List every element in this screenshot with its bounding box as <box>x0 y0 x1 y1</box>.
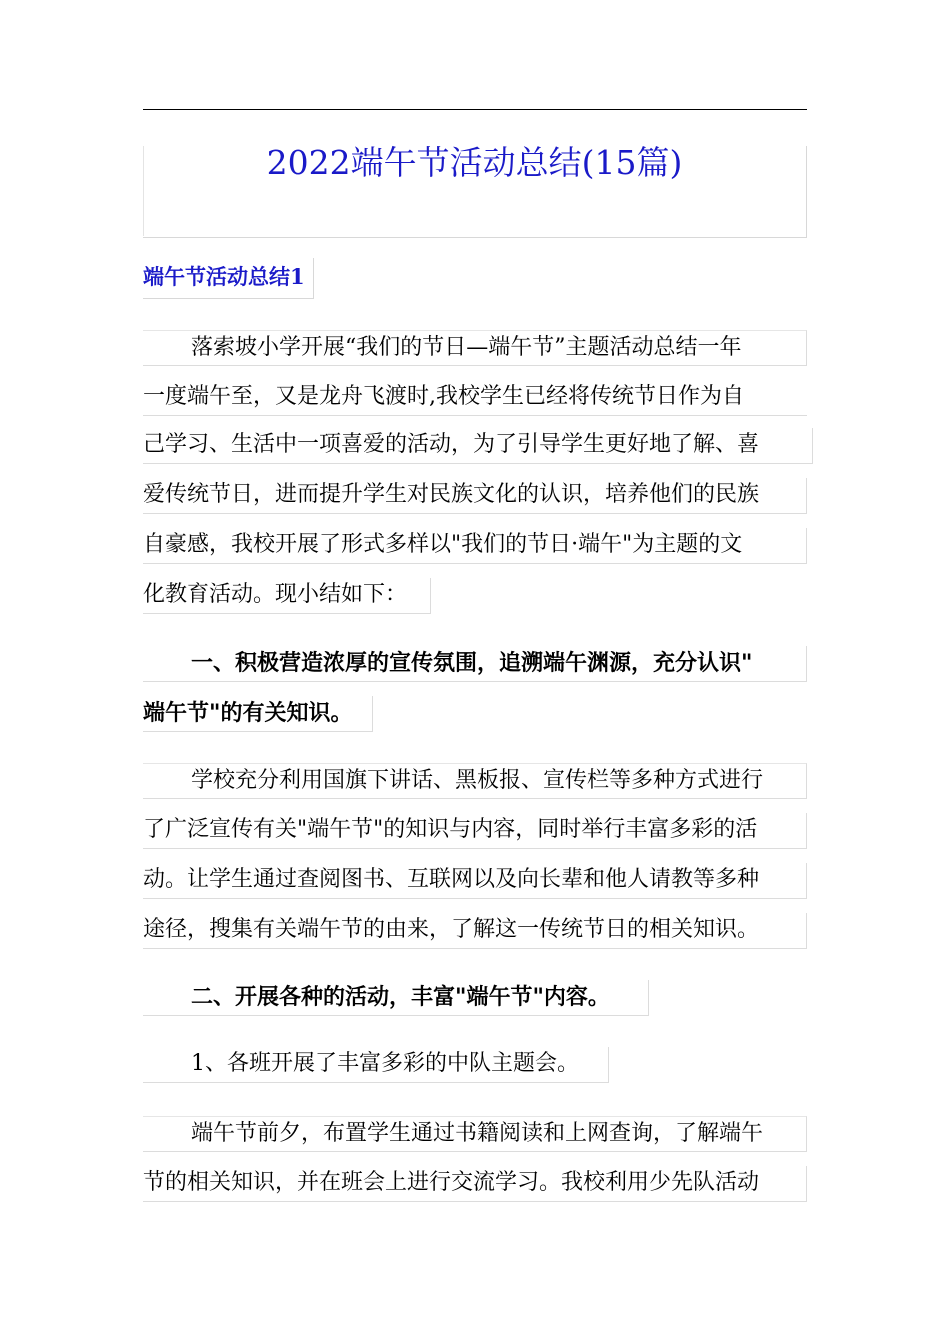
section-heading: 端午节活动总结1 <box>143 258 314 299</box>
paragraph-1-line-3: 己学习、生活中一项喜爱的活动，为了引导学生更好地了解、喜 <box>143 428 813 464</box>
top-rule <box>143 109 807 110</box>
paragraph-1-line-4: 爱传统节日，进而提升学生对民族文化的认识，培养他们的民族 <box>143 478 807 514</box>
document-title: 2022端午节活动总结(15篇) <box>266 143 683 182</box>
paragraph-1-line-1: 落索坡小学开展“我们的节日—端午节”主题活动总结一年 <box>143 330 807 366</box>
paragraph-2-line-1: 学校充分利用国旗下讲话、黑板报、宣传栏等多种方式进行 <box>143 763 807 799</box>
title-box <box>143 143 807 238</box>
paragraph-2-line-3: 动。让学生通过查阅图书、互联网以及向长辈和他人请教等多种 <box>143 863 807 899</box>
paragraph-2-line-4: 途径，搜集有关端午节的由来，了解这一传统节日的相关知识。 <box>143 913 807 949</box>
subheading-1-line-1: 1、各班开展了丰富多彩的中队主题会。 <box>143 1047 609 1083</box>
paragraph-1-line-2: 一度端午至，又是龙舟飞渡时,我校学生已经将传统节日作为自 <box>143 380 807 416</box>
heading-1-line-1: 一、积极营造浓厚的宣传氛围，追溯端午渊源，充分认识" <box>143 646 807 682</box>
paragraph-1-line-6: 化教育活动。现小结如下： <box>143 578 431 614</box>
paragraph-3-line-2: 节的相关知识，并在班会上进行交流学习。我校利用少先队活动 <box>143 1166 807 1202</box>
paragraph-1-line-5: 自豪感，我校开展了形式多样以"我们的节日·端午"为主题的文 <box>143 528 807 564</box>
heading-2-line-1: 二、开展各种的活动，丰富"端午节"内容。 <box>143 980 649 1016</box>
paragraph-3-line-1: 端午节前夕，布置学生通过书籍阅读和上网查询，了解端午 <box>143 1116 807 1152</box>
paragraph-2-line-2: 了广泛宣传有关"端午节"的知识与内容，同时举行丰富多彩的活 <box>143 813 807 849</box>
heading-1-line-2: 端午节"的有关知识。 <box>143 696 373 732</box>
